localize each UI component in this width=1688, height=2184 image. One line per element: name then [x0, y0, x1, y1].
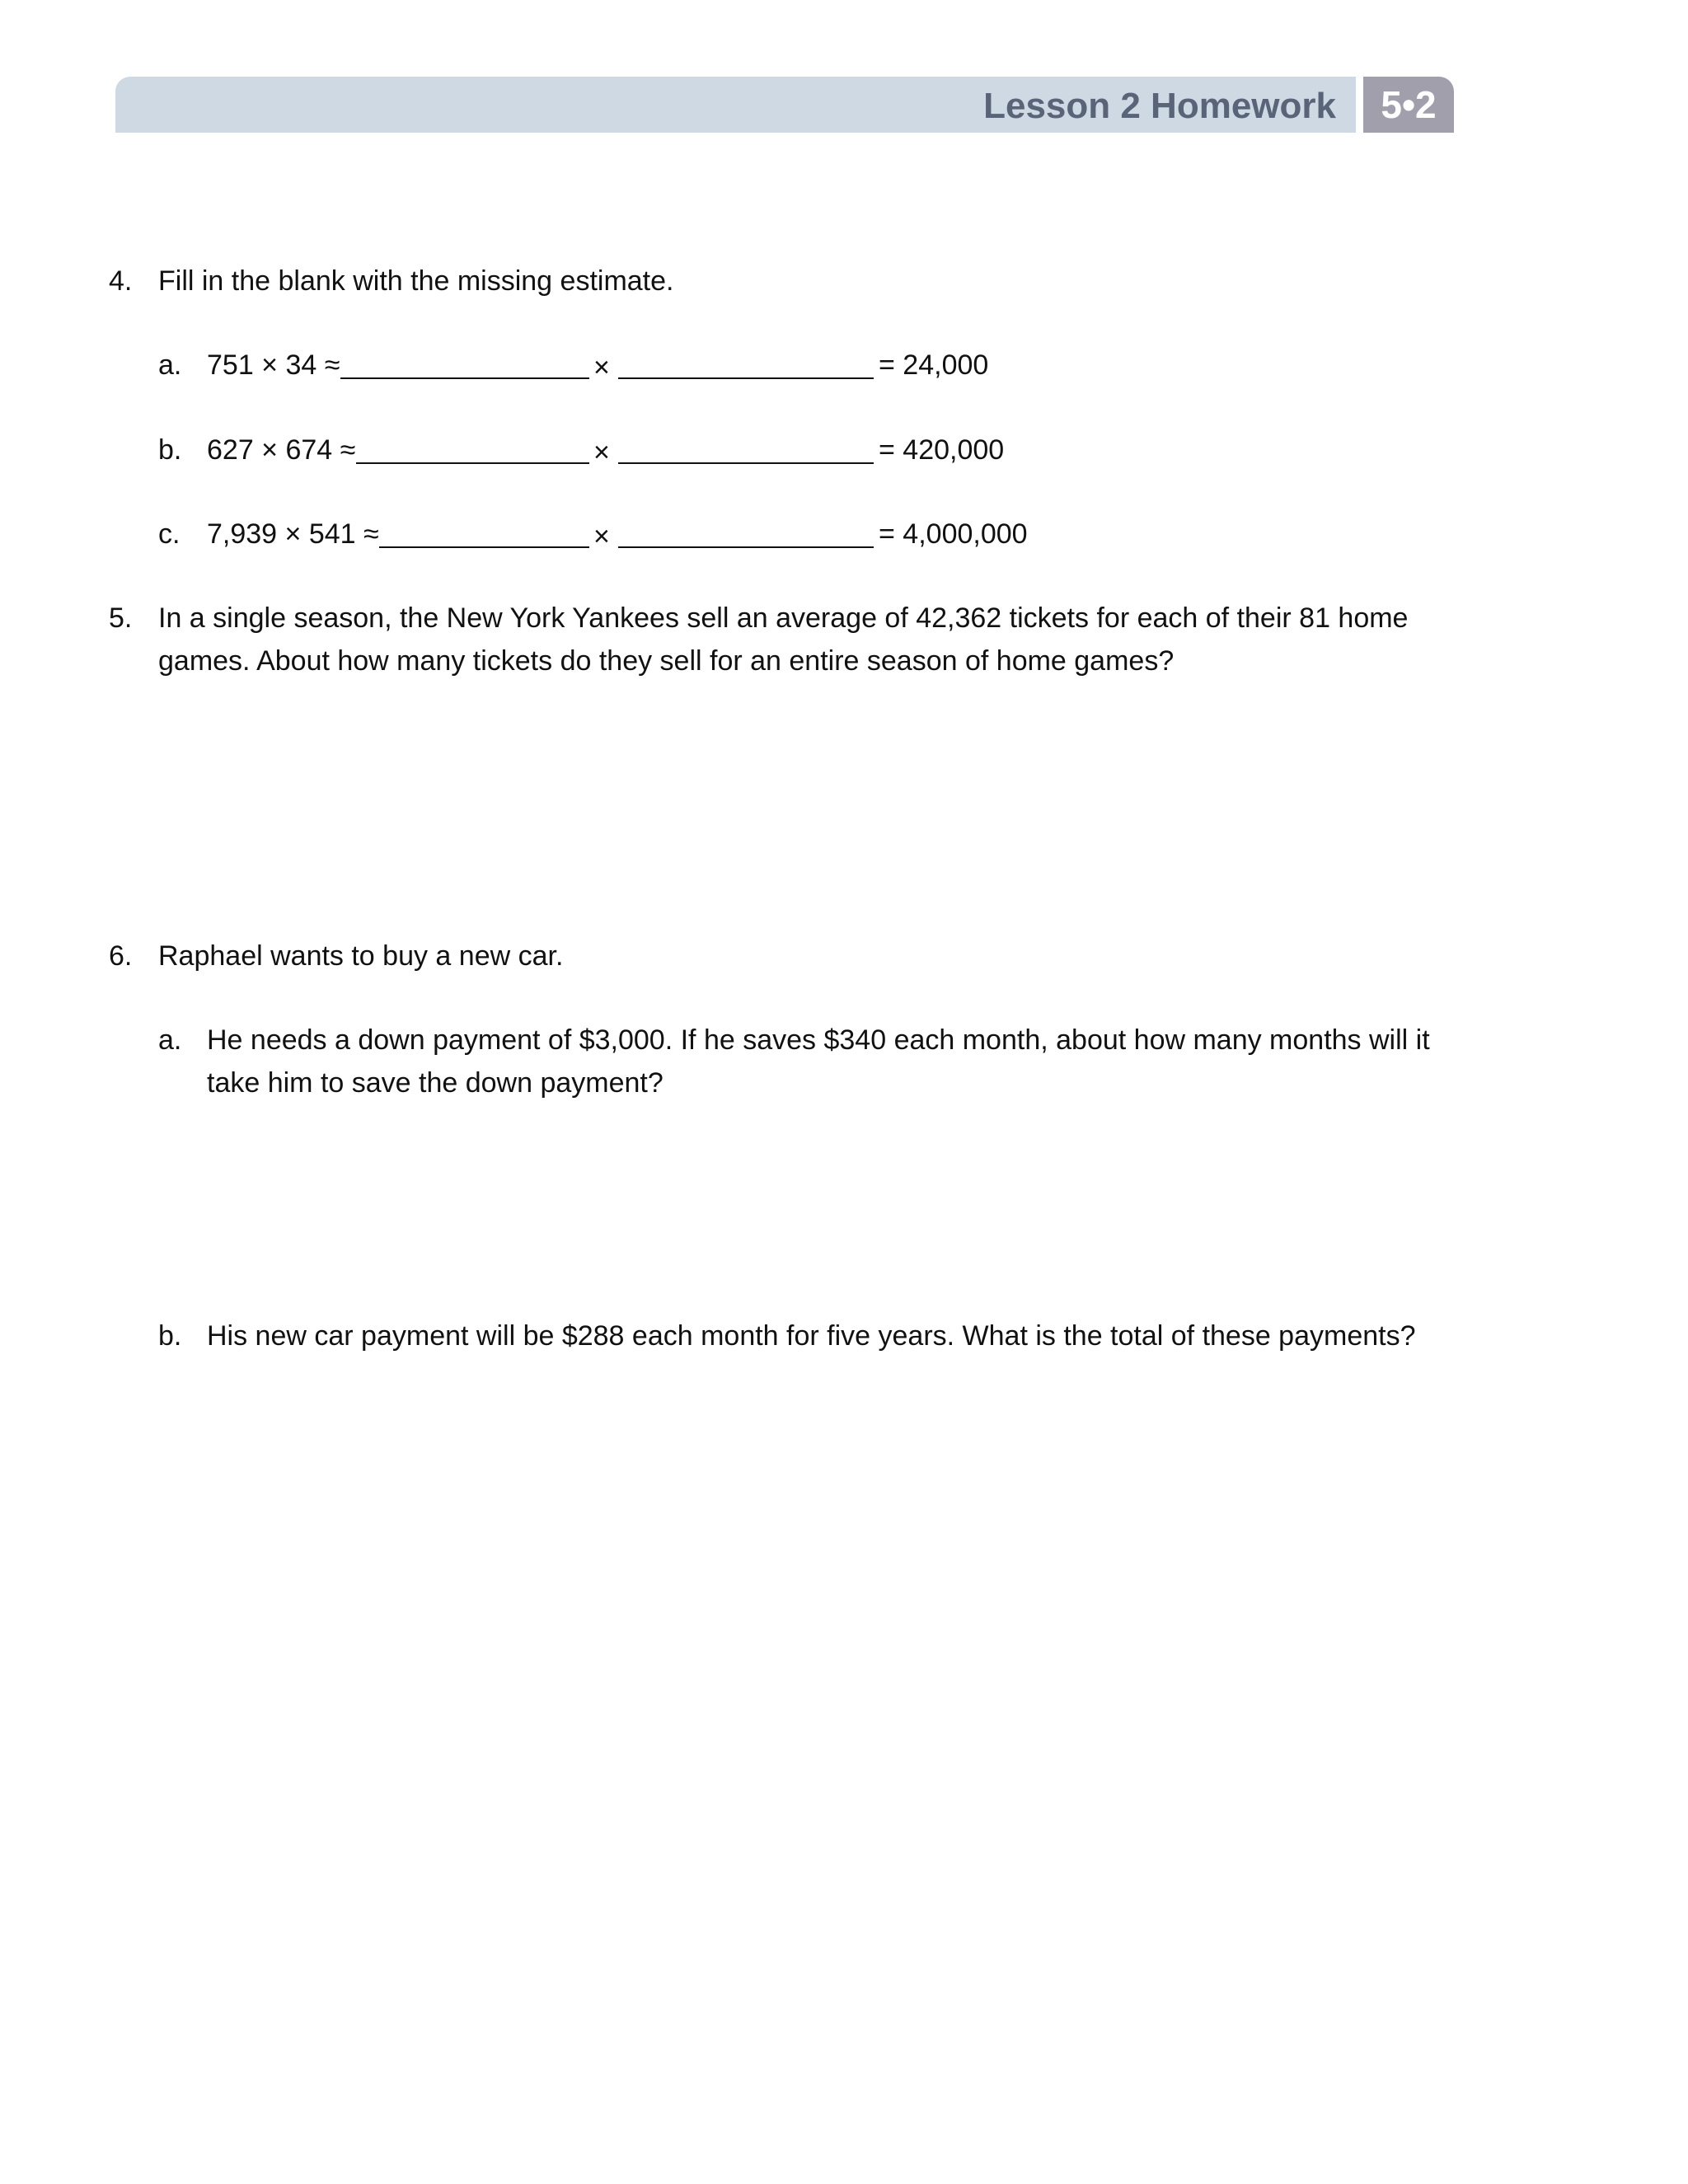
question-4b-blank-1[interactable] — [356, 462, 589, 464]
question-4b-expression: 627 × 674 ≈ — [207, 434, 356, 466]
question-6a-letter: a. — [158, 1024, 182, 1056]
question-4c-blank-1[interactable] — [379, 546, 589, 548]
question-4c-times: × — [593, 521, 610, 552]
question-6a-text: He needs a down payment of $3,000. If he saves $340 each month, about how many months will it take him to save the down payment? — [207, 1024, 1430, 1099]
question-4-prompt: Fill in the blank with the missing estimate. — [158, 265, 674, 297]
question-4c-blank-2[interactable] — [618, 546, 874, 548]
question-4b-letter: b. — [158, 434, 182, 466]
question-6b-text: His new car payment will be $288 each month for five years. What is the total of these payments? — [207, 1320, 1416, 1352]
question-4a-blank-2[interactable] — [618, 377, 874, 379]
question-4a-expression: 751 × 34 ≈ — [207, 349, 340, 381]
question-4a-blank-1[interactable] — [340, 377, 589, 379]
question-4a-times: × — [593, 352, 610, 383]
question-4b-result: = 420,000 — [879, 434, 1005, 466]
lesson-title: Lesson 2 Homework — [983, 86, 1336, 126]
question-6b-letter: b. — [158, 1320, 182, 1352]
question-4b-times: × — [593, 437, 610, 468]
question-4-number: 4. — [109, 265, 133, 297]
question-4b-blank-2[interactable] — [618, 462, 874, 464]
module-lesson-tag: 5•2 — [1363, 77, 1454, 133]
question-5-text: In a single season, the New York Yankees sell an average of 42,362 tickets for each of their 81 home games. About how many tickets do they sell for an entire season of home games? — [158, 602, 1409, 677]
question-6-number: 6. — [109, 940, 133, 972]
question-4c-expression: 7,939 × 541 ≈ — [207, 518, 379, 550]
question-5-number: 5. — [109, 602, 133, 634]
question-4a-letter: a. — [158, 349, 182, 381]
question-4a-result: = 24,000 — [879, 349, 989, 381]
question-4c-result: = 4,000,000 — [879, 518, 1028, 550]
question-4c-letter: c. — [158, 518, 181, 550]
question-6-prompt: Raphael wants to buy a new car. — [158, 940, 564, 972]
